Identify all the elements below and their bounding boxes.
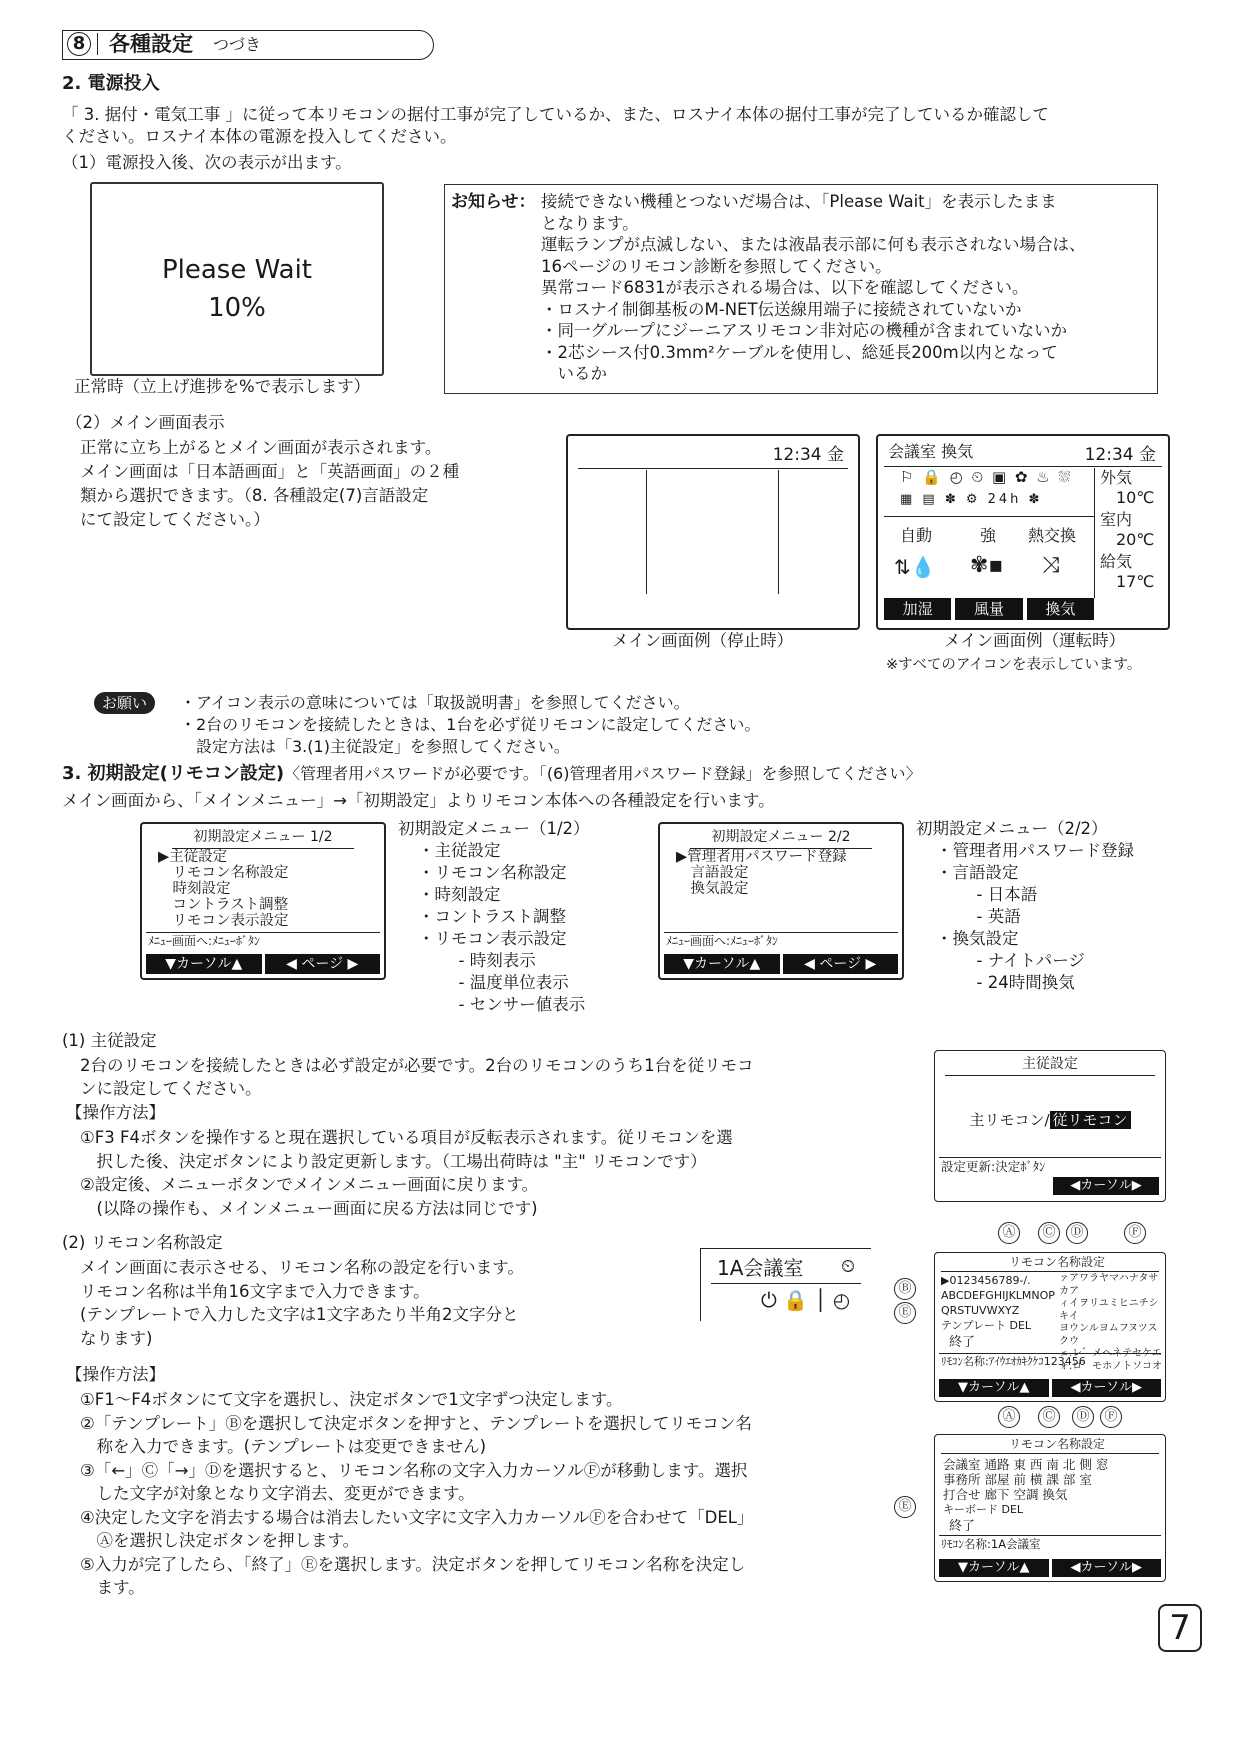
master-option[interactable]: 主リモコン/ — [969, 1111, 1050, 1129]
menu1-item[interactable]: リモコン表示設定 — [158, 913, 289, 929]
main-screen-run — [876, 434, 1170, 630]
ventilation-button[interactable]: 換気 — [1027, 598, 1094, 620]
name2-cursor-vert-button[interactable]: ▼カーソル▲ — [939, 1559, 1049, 1577]
initial-intro: メイン画面から、「メインメニュー」→「初期設定」よりリモコン本体への各種設定を行います。 — [62, 791, 775, 810]
master-screen — [934, 1050, 1166, 1202]
chapter-header — [62, 30, 434, 60]
initial-menu-2-screen — [658, 822, 904, 980]
template-del-row[interactable]: テンプレート DEL — [941, 1319, 1032, 1332]
menu1-footer: ﾒﾆｭｰ画面へ:ﾒﾆｭｰﾎﾞﾀﾝ — [148, 934, 261, 948]
callout-e: Ⓔ — [894, 1302, 916, 1324]
menu2-item[interactable]: 換気設定 — [676, 881, 749, 897]
name-op-label: 【操作方法】 — [66, 1365, 165, 1384]
char-row[interactable]: ▶0123456789-/. — [941, 1274, 1031, 1287]
callouts-top-2: Ⓐ Ⓒ Ⓓ Ⓕ — [992, 1406, 1152, 1430]
fan-icon: ✾▪ — [970, 553, 1004, 578]
chapter-number: 8 — [67, 32, 91, 56]
menu1-item[interactable]: リモコン名称設定 — [158, 865, 289, 881]
supply-temp: 17℃ — [1116, 572, 1155, 591]
name-screen1-kana: ァアワラヤマハナタサカア ィイヲリユミヒニチシキイ ヨウンルヨムフヌツスクウ ェ.レ゛メヘネテセケエ ォ.ロ゜モホノトソコオ — [1059, 1273, 1162, 1372]
name-desc: メイン画面に表示させる、リモコン名称の設定を行います。 リモコン名称は半角16文字まで入力できます。 (テンプレートで入力した文字は1文字あたり半角2文字分と なります) — [80, 1258, 524, 1348]
name-preview-icon: ⏲ — [841, 1256, 856, 1277]
preview-status-icons: ⏻ 🔒 │ ◴ — [761, 1288, 851, 1312]
name-ops: ①F1～F4ボタンにて文字を選択し、決定ボタンで1文字ずつ決定します。 ②「テンプレート」Ⓑを選択して決定ボタンを押すと、テンプレートを選択してリモコン名 称を入力できます。(テンプレートは変更できません) ③「←」Ⓒ「→」Ⓓを選択すると、リモコン名称の文字入力カーソルⒻが移動します。選択 した文字が対象となり文字消去、変更ができます。 ④決定した文字を消去する場合は消去したい文字に文字入力カーソルⒻを合わせて「DEL」 Ⓐを選択し決定ボタンを押します。 ⑤入力が完了したら、「終了」Ⓔを選択します。決定ボタンを押してリモコン名称を決定し ます。 — [80, 1390, 754, 1597]
menu2-items — [676, 849, 847, 897]
char-row[interactable]: QRSTUVWXYZ — [941, 1304, 1020, 1317]
name-setting-screen-1 — [934, 1252, 1166, 1402]
mode-heat-exchange: 熱交換 — [1028, 526, 1077, 545]
master-screen-footer: 設定更新:決定ﾎﾞﾀﾝ — [941, 1159, 1046, 1174]
callouts-top-1: Ⓐ Ⓒ Ⓓ Ⓕ — [992, 1222, 1152, 1246]
template-row[interactable]: 会議室 通路 東 西 南 北 側 窓 — [943, 1457, 1109, 1472]
please-wait-text: Please Wait — [161, 255, 313, 285]
name-preview: 1A会議室 — [717, 1256, 804, 1280]
callout-b: Ⓑ — [894, 1278, 916, 1300]
char-row[interactable]: ABCDEFGHIJKLMNOP — [941, 1289, 1055, 1302]
run-room: 会議室 換気 — [888, 442, 974, 461]
name2-cursor-horz-button[interactable]: ◀カーソル▶ — [1052, 1559, 1162, 1577]
main-screen-desc: 正常に立ち上がるとメイン画面が表示されます。 メイン画面は「日本語画面」と「英語画面」の２種 類から選択できます。（8. 各種設定(7)言語設定 にて設定してください。） — [80, 438, 460, 529]
power-intro-1: 「 3. 据付・電気工事 」に従って本リモコンの据付工事が完了しているか、また、ロスナイ本体の据付工事が完了しているか確認して — [62, 105, 1049, 124]
menu1-item[interactable]: コントラスト調整 — [158, 897, 289, 913]
menu1-items — [158, 849, 289, 929]
run-time: 12:34 金 — [1084, 445, 1156, 465]
menu2-footer: ﾒﾆｭｰ画面へ:ﾒﾆｭｰﾎﾞﾀﾝ — [666, 934, 779, 948]
master-screen-options — [935, 1111, 1165, 1131]
stop-caption: メイン画面例（停止時） — [612, 631, 794, 650]
inside-temp: 20℃ — [1116, 530, 1155, 549]
menu1-item[interactable]: 時刻設定 — [158, 881, 231, 897]
progress-percent: 10% — [208, 293, 266, 323]
power-heading: 2. 電源投入 — [62, 73, 160, 94]
master-op-label: 【操作方法】 — [66, 1103, 165, 1122]
outside-label: 外気 — [1100, 468, 1133, 487]
menu2-page-button[interactable]: ◀ ページ ▶ — [783, 954, 899, 974]
name-heading: (2) リモコン名称設定 — [62, 1233, 223, 1252]
menu2-cursor-button[interactable]: ▼カーソル▲ — [664, 954, 780, 974]
notice-lines: 接続できない機種とつないだ場合は、「Please Wait」を表示したまま となります。 運転ランプが点滅しない、または液晶表示部に何も表示されない場合は、 16ページのリモコン診断を参照してください。 異常コード6831が表示される場合は、以下を確認してください。 ・ロスナイ制御基板のM-NET伝送線用端子に接続されていないか ・同一グループにジーニアスリモコン非対応の機種が含まれていないか ・2芯シース付0.3mm²ケーブルを使用し、総延長200m以内となって いるか — [541, 192, 1086, 383]
master-cursor-button[interactable]: ◀カーソル▶ — [1053, 1177, 1159, 1195]
name-screen1-label: ﾘﾓｺﾝ名称:ｱｲｳｴｵｶｷｸｹｺ123456 — [941, 1355, 1086, 1368]
name1-cursor-vert-button[interactable]: ▼カーソル▲ — [939, 1379, 1049, 1397]
notice-box — [444, 184, 1158, 394]
template-row[interactable]: 事務所 部屋 前 横 課 部 室 — [943, 1472, 1092, 1487]
heat-exchange-icon: ⤨ — [1042, 553, 1060, 578]
name-screen2-title: リモコン名称設定 — [1009, 1437, 1106, 1451]
humidify-icon: ⇅💧 — [894, 555, 936, 579]
master-desc: 2台のリモコンを接続したときは必ず設定が必要です。2台のリモコンのうち1台を従リモコ ンに設定してください。 — [80, 1056, 754, 1098]
callout-e-2: Ⓔ — [894, 1496, 916, 1518]
initial-heading: 3. 初期設定(リモコン設定)〈管理者用パスワードが必要です。「(6)管理者用パスワード登録」を参照してください〉 — [62, 763, 922, 784]
name-setting-screen-2 — [934, 1434, 1166, 1582]
power-intro-2: ください。ロスナイ本体の電源を投入してください。 — [62, 127, 457, 146]
name1-cursor-horz-button[interactable]: ◀カーソル▶ — [1052, 1379, 1162, 1397]
end-option[interactable]: 終了 — [949, 1335, 976, 1350]
end-option-2[interactable]: 終了 — [949, 1519, 976, 1534]
menu1-item[interactable]: ▶主従設定 — [158, 849, 228, 865]
name-screen2-label: ﾘﾓｺﾝ名称:1A会議室 — [941, 1537, 1041, 1551]
please-wait-caption: 正常時（立上げ進捗を%で表示します） — [74, 377, 371, 396]
master-screen-title: 主従設定 — [1022, 1056, 1078, 1072]
menu2-item[interactable]: ▶管理者用パスワード登録 — [676, 849, 847, 865]
master-heading: (1) 主従設定 — [62, 1031, 157, 1050]
menu1-cursor-button[interactable]: ▼カーソル▲ — [146, 954, 262, 974]
inside-label: 室内 — [1100, 510, 1133, 529]
menu1-page-button[interactable]: ◀ ページ ▶ — [265, 954, 381, 974]
request-lines: ・アイコン表示の意味については「取扱説明書」を参照してください。 ・2台のリモコンを接続したときは、1台を必ず従リモコンに設定してください。 設定方法は「3.(1)主従設定」を参照してください。 — [180, 693, 761, 756]
mode-auto: 自動 — [900, 526, 933, 545]
name-screen2-rows — [943, 1457, 1108, 1517]
menu2-item[interactable]: 言語設定 — [676, 865, 749, 881]
please-wait-screen — [90, 182, 384, 376]
name-preview-panel — [700, 1248, 871, 1321]
run-buttons — [884, 598, 1094, 620]
main-screen-step: （2）メイン画面表示 — [66, 413, 225, 432]
main-screen-stop — [566, 434, 860, 630]
menu2-title: 初期設定メニュー 2/2 — [711, 829, 851, 845]
template-row[interactable]: 打合せ 廊下 空調 換気 — [943, 1487, 1068, 1502]
name-screen1-rows — [941, 1273, 1055, 1333]
mode-strong: 強 — [980, 526, 997, 545]
outside-temp: 10℃ — [1116, 488, 1155, 507]
initial-list-1: 初期設定メニュー（1/2） ・主従設定 ・リモコン名称設定 ・時刻設定 ・コントラスト調整 ・リモコン表示設定 - 時刻表示 - 温度単位表示 - センサー値表示 — [398, 819, 590, 1014]
power-step-1: （1）電源投入後、次の表示が出ます。 — [62, 153, 352, 172]
supply-label: 給気 — [1100, 552, 1133, 571]
run-caption: メイン画面例（運転時） — [944, 631, 1126, 650]
slave-option[interactable]: 従リモコン — [1050, 1111, 1131, 1129]
keyboard-del-row[interactable]: キーボード DEL — [943, 1503, 1024, 1516]
stop-time: 12:34 金 — [772, 445, 844, 465]
master-ops: ①F3 F4ボタンを操作すると現在選択している項目が反転表示されます。従リモコンを選 択した後、決定ボタンにより設定更新します。（工場出荷時は "主" リモコンです） ②設定後、メニューボタンでメインメニュー画面に戻ります。 (以降の操作も、メインメニュー画面に戻る方法は同じです) — [80, 1128, 733, 1218]
airflow-button[interactable]: 風量 — [955, 598, 1022, 620]
chapter-title: 各種設定 — [109, 32, 193, 56]
initial-list-2: 初期設定メニュー（2/2） ・管理者用パスワード登録 ・言語設定 - 日本語 - 英語 ・換気設定 - ナイトパージ - 24時間換気 — [916, 819, 1134, 992]
status-icons-row2: ▦ ▤ ✽ ⚙ 24h ✽ — [900, 492, 1043, 507]
run-note: ※すべてのアイコンを表示しています。 — [886, 657, 1142, 673]
request-badge: お願い — [94, 692, 155, 714]
notice-label: お知らせ： — [451, 192, 536, 212]
initial-menu-1-screen — [140, 822, 386, 980]
name-screen1-title: リモコン名称設定 — [1009, 1255, 1106, 1269]
humidify-button[interactable]: 加湿 — [884, 598, 951, 620]
menu1-title: 初期設定メニュー 1/2 — [193, 829, 333, 845]
status-icons-row1: ⚐ 🔒 ◴ ⏲ ▣ ✿ ♨ ⛆ — [900, 468, 1073, 486]
chapter-subtitle: つづき — [213, 35, 262, 54]
page-number: 7 — [1158, 1604, 1202, 1652]
